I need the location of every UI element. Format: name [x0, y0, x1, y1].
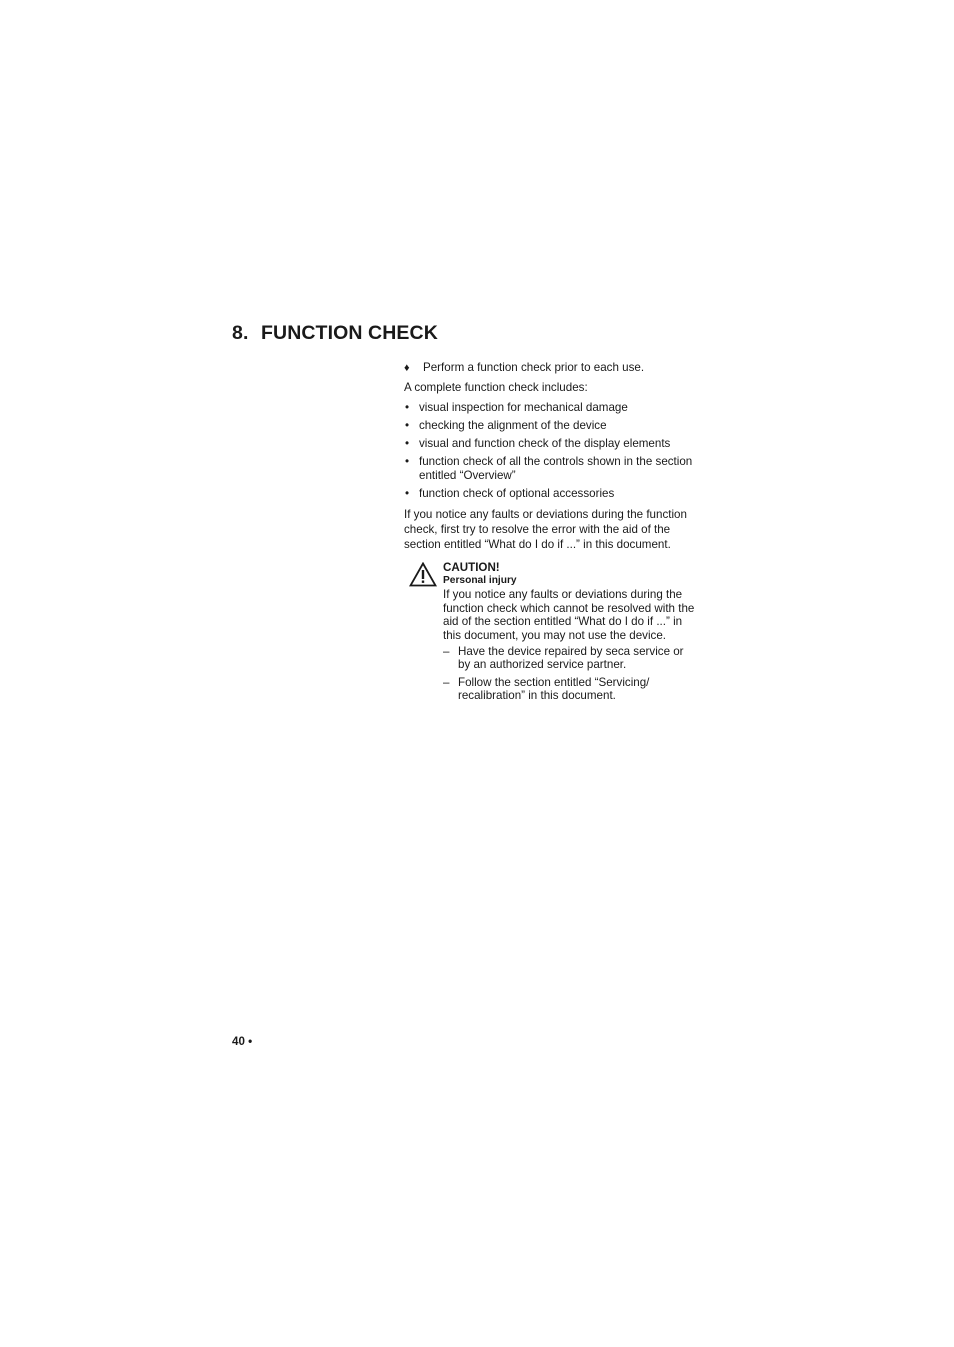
bullet-dot-icon: • [405, 455, 410, 468]
intro-text: A complete function check includes: [404, 381, 588, 394]
bullet-dot-icon: • [405, 419, 410, 432]
bullet-dot-icon: • [405, 437, 410, 450]
checklist-item-text: function check of optional accessories [419, 487, 615, 500]
caution-step [443, 645, 696, 671]
page-number: 40 • [232, 1035, 253, 1048]
caution-step-text: Have the device repaired by seca service or by an authorized service partner. [458, 645, 684, 672]
section-title: FUNCTION CHECK [261, 322, 438, 344]
instruction-step [404, 361, 696, 375]
caution-steps [443, 645, 696, 702]
checklist-item-text: checking the alignment of the device [419, 419, 607, 432]
warning-triangle-icon [409, 562, 437, 587]
dash-bullet-icon: – [443, 645, 450, 659]
diamond-bullet-icon: ♦ [404, 362, 410, 374]
caution-step [443, 676, 696, 702]
checklist-item-text: function check of all the controls shown in the section entitled “Overview” [419, 455, 693, 482]
checklist [404, 401, 696, 501]
checklist-item [404, 487, 696, 501]
checklist-item [404, 455, 696, 483]
section-content [404, 361, 696, 707]
caution-body: If you notice any faults or deviations during the function check which cannot be resolved with the aid of the section entitled “What do I do if ...” in this document, you may not use the device. [443, 588, 695, 642]
caution-step-text: Follow the section entitled “Servicing/ recalibration” in this document. [458, 676, 650, 703]
checklist-item [404, 437, 696, 451]
bullet-dot-icon: • [405, 487, 410, 500]
checklist-item [404, 419, 696, 433]
bullet-dot-icon: • [405, 401, 410, 414]
caution-subtitle: Personal injury [443, 575, 517, 586]
checklist-item-text: visual inspection for mechanical damage [419, 401, 628, 414]
caution-notice [404, 561, 696, 702]
section-number: 8. [232, 322, 249, 344]
instruction-text: Perform a function check prior to each use. [423, 361, 645, 374]
faults-paragraph: If you notice any faults or deviations during the function check, first try to resolve the error with the aid of the section entitled “What do I do if ...” in this document. [404, 508, 687, 551]
checklist-item [404, 401, 696, 415]
section-heading [232, 322, 438, 345]
caution-title: CAUTION! [443, 561, 500, 574]
dash-bullet-icon: – [443, 676, 450, 690]
checklist-item-text: visual and function check of the display elements [419, 437, 671, 450]
